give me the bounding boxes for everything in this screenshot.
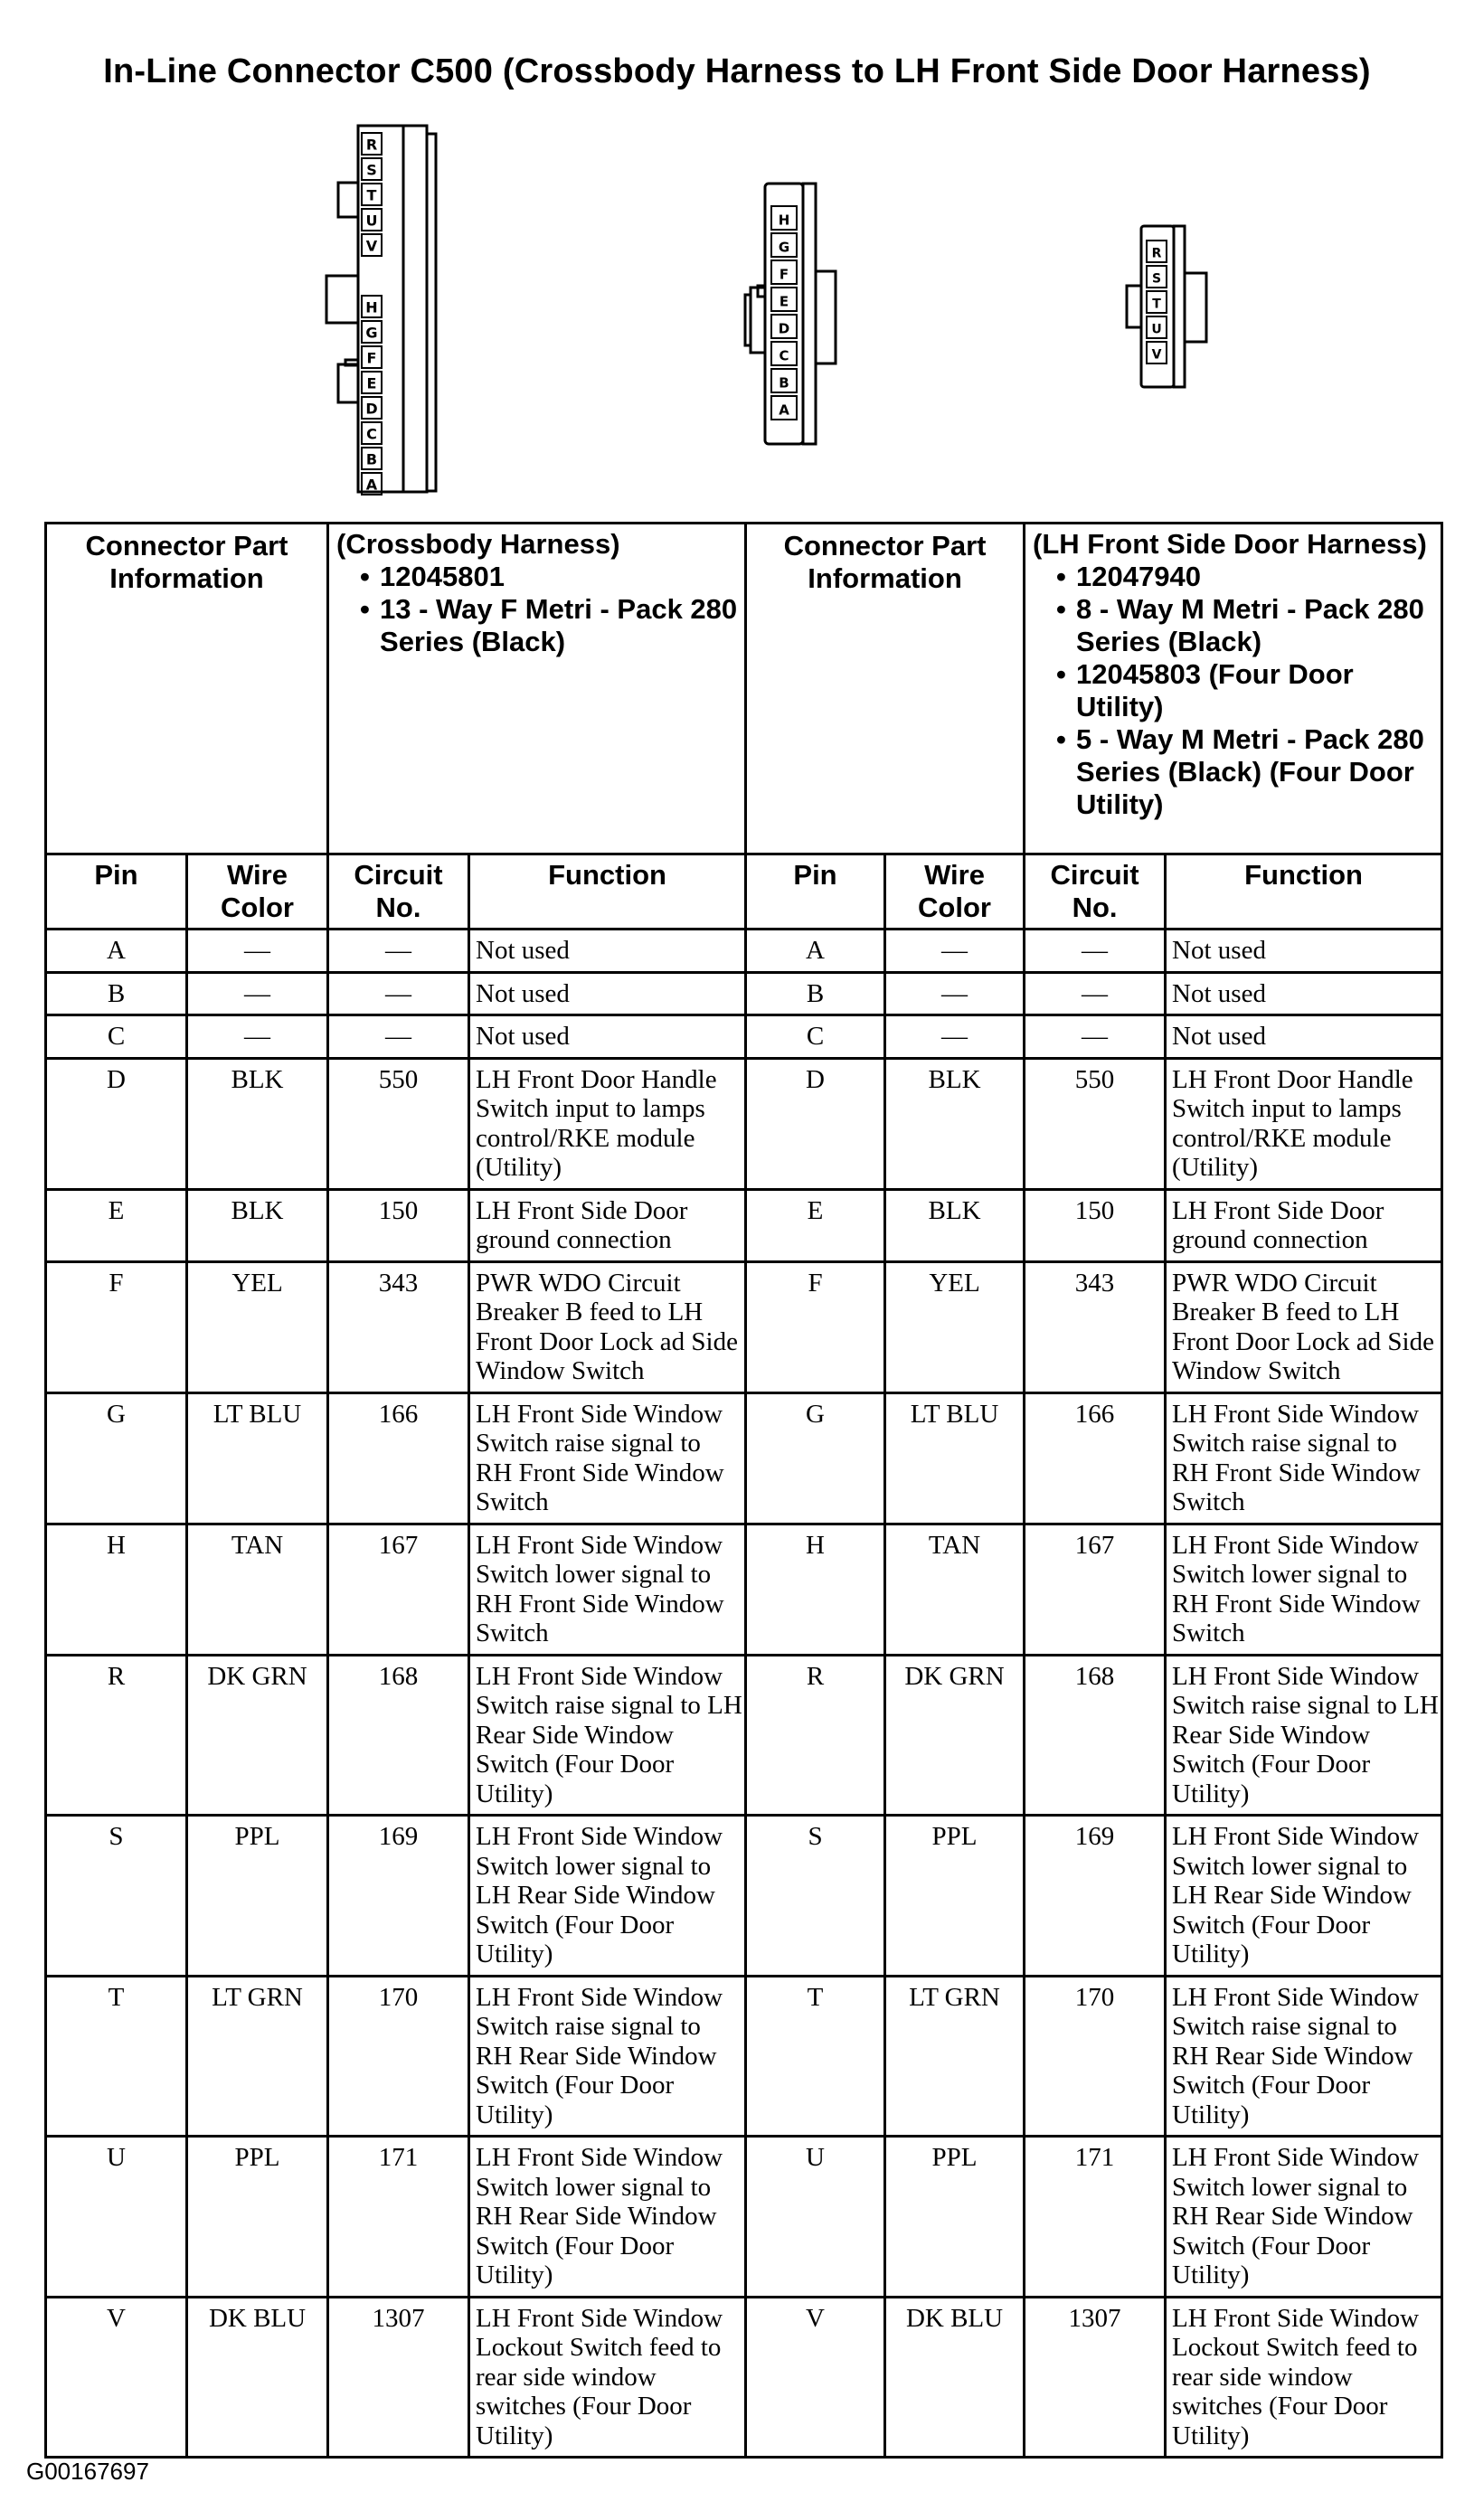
function-cell: LH Front Side Window Switch raise signal to RH Front Side Window Switch — [469, 1392, 746, 1524]
wire-color-cell: — — [885, 930, 1025, 973]
connector-8-way — [745, 184, 836, 444]
wire-color-cell: TAN — [187, 1524, 328, 1655]
right-harness-name: (LH Front Side Door Harness) — [1033, 528, 1427, 560]
circuit-cell: 171 — [1025, 2137, 1166, 2298]
pin-cell: E — [746, 1189, 885, 1261]
function-cell: Not used — [1166, 1015, 1442, 1059]
wire-color-cell: PPL — [187, 2137, 328, 2298]
pin-cell: H — [46, 1524, 187, 1655]
connector-pin-label: F — [366, 349, 377, 367]
pin-cell: U — [46, 2137, 187, 2298]
circuit-cell: 166 — [328, 1392, 469, 1524]
left-harness-name: (Crossbody Harness) — [336, 528, 620, 560]
connector-pin-label: F — [779, 266, 789, 283]
right-harness-item: • 12047940 — [1056, 561, 1435, 593]
pin-cell: R — [46, 1655, 187, 1816]
wire-color-cell: LT BLU — [885, 1392, 1025, 1524]
table-row — [46, 1015, 1442, 1059]
pin-cell: S — [46, 1816, 187, 1977]
wire-color-cell: BLK — [187, 1058, 328, 1189]
wire-color-cell: — — [885, 1015, 1025, 1059]
circuit-cell: — — [1025, 972, 1166, 1015]
wire-color-cell: YEL — [187, 1261, 328, 1392]
col-header-function: Function — [469, 854, 746, 930]
function-cell: LH Front Side Window Switch raise signal to RH Front Side Window Switch — [1166, 1392, 1442, 1524]
function-cell: LH Front Side Window Switch lower signal to RH Front Side Window Switch — [469, 1524, 746, 1655]
table-row — [46, 1816, 1442, 1977]
right-harness-info — [1025, 524, 1442, 854]
connector-pin-label: V — [1151, 347, 1162, 363]
wire-color-cell: BLK — [885, 1058, 1025, 1189]
function-cell: PWR WDO Circuit Breaker B feed to LH Front Door Lock ad Side Window Switch — [1166, 1261, 1442, 1392]
function-cell: Not used — [1166, 972, 1442, 1015]
table-row — [46, 1189, 1442, 1261]
circuit-cell: — — [328, 972, 469, 1015]
circuit-cell: 343 — [328, 1261, 469, 1392]
wire-color-cell: — — [187, 930, 328, 973]
page-title: In-Line Connector C500 (Crossbody Harness to LH Front Side Door Harness) — [103, 52, 1371, 90]
pin-cell: A — [46, 930, 187, 973]
connector-pin-label: E — [779, 293, 789, 310]
connector-pin-label: S — [1151, 271, 1162, 287]
pin-cell: R — [746, 1655, 885, 1816]
connector-pin-label: C — [779, 347, 789, 364]
connector-pin-label: G — [778, 239, 790, 256]
function-cell: LH Front Side Window Switch raise signal to RH Rear Side Window Switch (Four Door Utility) — [469, 1976, 746, 2137]
connector-diagram — [0, 118, 1474, 515]
pin-rows — [46, 930, 1442, 2458]
connector-pin-label: U — [365, 212, 378, 230]
left-harness-info — [328, 524, 746, 854]
circuit-cell: — — [1025, 1015, 1166, 1059]
pin-cell: C — [46, 1015, 187, 1059]
right-part-info-label: Connector Part Information — [746, 524, 1025, 854]
table-row — [46, 1392, 1442, 1524]
circuit-cell: 166 — [1025, 1392, 1166, 1524]
pin-cell: E — [46, 1189, 187, 1261]
wire-color-cell: DK GRN — [885, 1655, 1025, 1816]
wire-color-cell: DK GRN — [187, 1655, 328, 1816]
right-harness-item: • 8 - Way M Metri - Pack 280 Series (Black) — [1056, 593, 1435, 658]
connector-pin-label: U — [1151, 322, 1162, 337]
connector-13-way — [326, 126, 436, 495]
wire-color-cell: BLK — [187, 1189, 328, 1261]
function-cell: LH Front Side Window Switch lower signal to RH Rear Side Window Switch (Four Door Utility) — [469, 2137, 746, 2298]
connector-pin-label: V — [365, 237, 378, 255]
pin-cell: S — [746, 1816, 885, 1977]
pin-cell: T — [46, 1976, 187, 2137]
circuit-cell: — — [1025, 930, 1166, 973]
circuit-cell: 170 — [1025, 1976, 1166, 2137]
pinout-table — [44, 522, 1443, 2459]
wire-color-cell: LT GRN — [885, 1976, 1025, 2137]
circuit-cell: 167 — [1025, 1524, 1166, 1655]
col-header-circuit: Circuit No. — [328, 854, 469, 930]
connector-pin-label: S — [366, 161, 377, 179]
table-row — [46, 1261, 1442, 1392]
left-part-info-label: Connector Part Information — [46, 524, 328, 854]
connector-pin-label: G — [365, 324, 378, 342]
connector-pin-label: A — [779, 401, 789, 419]
connector-pin-label: B — [779, 374, 789, 392]
function-cell: LH Front Side Window Switch lower signal to RH Front Side Window Switch — [1166, 1524, 1442, 1655]
pin-cell: U — [746, 2137, 885, 2298]
pin-cell: T — [746, 1976, 885, 2137]
circuit-cell: 343 — [1025, 1261, 1166, 1392]
wire-color-cell: DK BLU — [885, 2297, 1025, 2458]
pin-cell: G — [746, 1392, 885, 1524]
function-cell: LH Front Side Window Switch lower signal to LH Rear Side Window Switch (Four Door Utility) — [469, 1816, 746, 1977]
function-cell: LH Front Side Door ground connection — [1166, 1189, 1442, 1261]
connector-5-way — [1127, 226, 1206, 387]
function-cell: LH Front Side Window Lockout Switch feed to rear side window switches (Four Door Utility) — [1166, 2297, 1442, 2458]
circuit-cell: 169 — [328, 1816, 469, 1977]
circuit-cell: 170 — [328, 1976, 469, 2137]
table-row — [46, 2137, 1442, 2298]
col-header-wire-color: Wire Color — [187, 854, 328, 930]
pin-cell: B — [746, 972, 885, 1015]
function-cell: Not used — [1166, 930, 1442, 973]
wire-color-cell: PPL — [885, 1816, 1025, 1977]
connector-pin-label: A — [365, 476, 378, 494]
circuit-cell: 550 — [1025, 1058, 1166, 1189]
table-row — [46, 972, 1442, 1015]
col-header-circuit: Circuit No. — [1025, 854, 1166, 930]
wire-color-cell: LT BLU — [187, 1392, 328, 1524]
circuit-cell: 150 — [1025, 1189, 1166, 1261]
circuit-cell: — — [328, 930, 469, 973]
function-cell: LH Front Door Handle Switch input to lamps control/RKE module (Utility) — [1166, 1058, 1442, 1189]
circuit-cell: 1307 — [1025, 2297, 1166, 2458]
connector-pin-label: C — [366, 425, 377, 443]
function-cell: LH Front Side Window Switch lower signal to LH Rear Side Window Switch (Four Door Utility) — [1166, 1816, 1442, 1977]
figure-code: G00167697 — [26, 2458, 149, 2485]
connector-pin-label: T — [366, 186, 377, 204]
connector-pin-label: H — [365, 298, 378, 316]
circuit-cell: 1307 — [328, 2297, 469, 2458]
col-header-pin: Pin — [746, 854, 885, 930]
table-row — [46, 2297, 1442, 2458]
table-row — [46, 1655, 1442, 1816]
table-row — [46, 930, 1442, 973]
pin-cell: C — [746, 1015, 885, 1059]
pin-cell: F — [746, 1261, 885, 1392]
function-cell: Not used — [469, 972, 746, 1015]
function-cell: LH Front Side Window Switch raise signal to LH Rear Side Window Switch (Four Door Utility) — [1166, 1655, 1442, 1816]
right-harness-item: • 12045803 (Four Door Utility) — [1056, 658, 1435, 723]
wire-color-cell: — — [885, 972, 1025, 1015]
connector-pin-label: B — [365, 450, 378, 468]
wire-color-cell: BLK — [885, 1189, 1025, 1261]
function-cell: LH Front Side Door ground connection — [469, 1189, 746, 1261]
left-harness-item: • 12045801 — [360, 561, 739, 593]
circuit-cell: 168 — [328, 1655, 469, 1816]
function-cell: Not used — [469, 1015, 746, 1059]
pin-cell: A — [746, 930, 885, 973]
connector-pin-label: T — [1152, 297, 1161, 312]
function-cell: LH Front Side Window Lockout Switch feed to rear side window switches (Four Door Utility) — [469, 2297, 746, 2458]
right-harness-item: • 5 - Way M Metri - Pack 280 Series (Black) (Four Door Utility) — [1056, 723, 1435, 821]
pin-cell: D — [46, 1058, 187, 1189]
connector-pin-label: H — [778, 212, 790, 229]
circuit-cell: 171 — [328, 2137, 469, 2298]
pin-cell: V — [46, 2297, 187, 2458]
connector-pin-label: E — [366, 374, 377, 392]
pin-cell: H — [746, 1524, 885, 1655]
connector-pin-label: D — [778, 320, 790, 337]
table-row — [46, 1058, 1442, 1189]
circuit-cell: 169 — [1025, 1816, 1166, 1977]
pin-cell: D — [746, 1058, 885, 1189]
left-harness-item: • 13 - Way F Metri - Pack 280 Series (Black) — [360, 593, 739, 658]
connector-pin-label: R — [1151, 246, 1162, 261]
wire-color-cell: YEL — [885, 1261, 1025, 1392]
circuit-cell: 168 — [1025, 1655, 1166, 1816]
pin-cell: V — [746, 2297, 885, 2458]
circuit-cell: 150 — [328, 1189, 469, 1261]
function-cell: LH Front Side Window Switch raise signal to RH Rear Side Window Switch (Four Door Utility) — [1166, 1976, 1442, 2137]
function-cell: Not used — [469, 930, 746, 973]
col-header-function: Function — [1166, 854, 1442, 930]
wire-color-cell: DK BLU — [187, 2297, 328, 2458]
function-cell: LH Front Side Window Switch lower signal to RH Rear Side Window Switch (Four Door Utility) — [1166, 2137, 1442, 2298]
connector-pin-label: R — [365, 136, 378, 154]
table-row — [46, 1524, 1442, 1655]
wire-color-cell: LT GRN — [187, 1976, 328, 2137]
table-row — [46, 1976, 1442, 2137]
col-header-pin: Pin — [46, 854, 187, 930]
function-cell: LH Front Side Window Switch raise signal to LH Rear Side Window Switch (Four Door Utility) — [469, 1655, 746, 1816]
wire-color-cell: PPL — [885, 2137, 1025, 2298]
connector-pin-label: D — [365, 400, 378, 418]
pin-cell: F — [46, 1261, 187, 1392]
pin-cell: B — [46, 972, 187, 1015]
wire-color-cell: PPL — [187, 1816, 328, 1977]
function-cell: LH Front Door Handle Switch input to lamps control/RKE module (Utility) — [469, 1058, 746, 1189]
circuit-cell: 550 — [328, 1058, 469, 1189]
wire-color-cell: — — [187, 1015, 328, 1059]
pin-cell: G — [46, 1392, 187, 1524]
wire-color-cell: — — [187, 972, 328, 1015]
wire-color-cell: TAN — [885, 1524, 1025, 1655]
col-header-wire-color: Wire Color — [885, 854, 1025, 930]
circuit-cell: 167 — [328, 1524, 469, 1655]
function-cell: PWR WDO Circuit Breaker B feed to LH Front Door Lock ad Side Window Switch — [469, 1261, 746, 1392]
circuit-cell: — — [328, 1015, 469, 1059]
